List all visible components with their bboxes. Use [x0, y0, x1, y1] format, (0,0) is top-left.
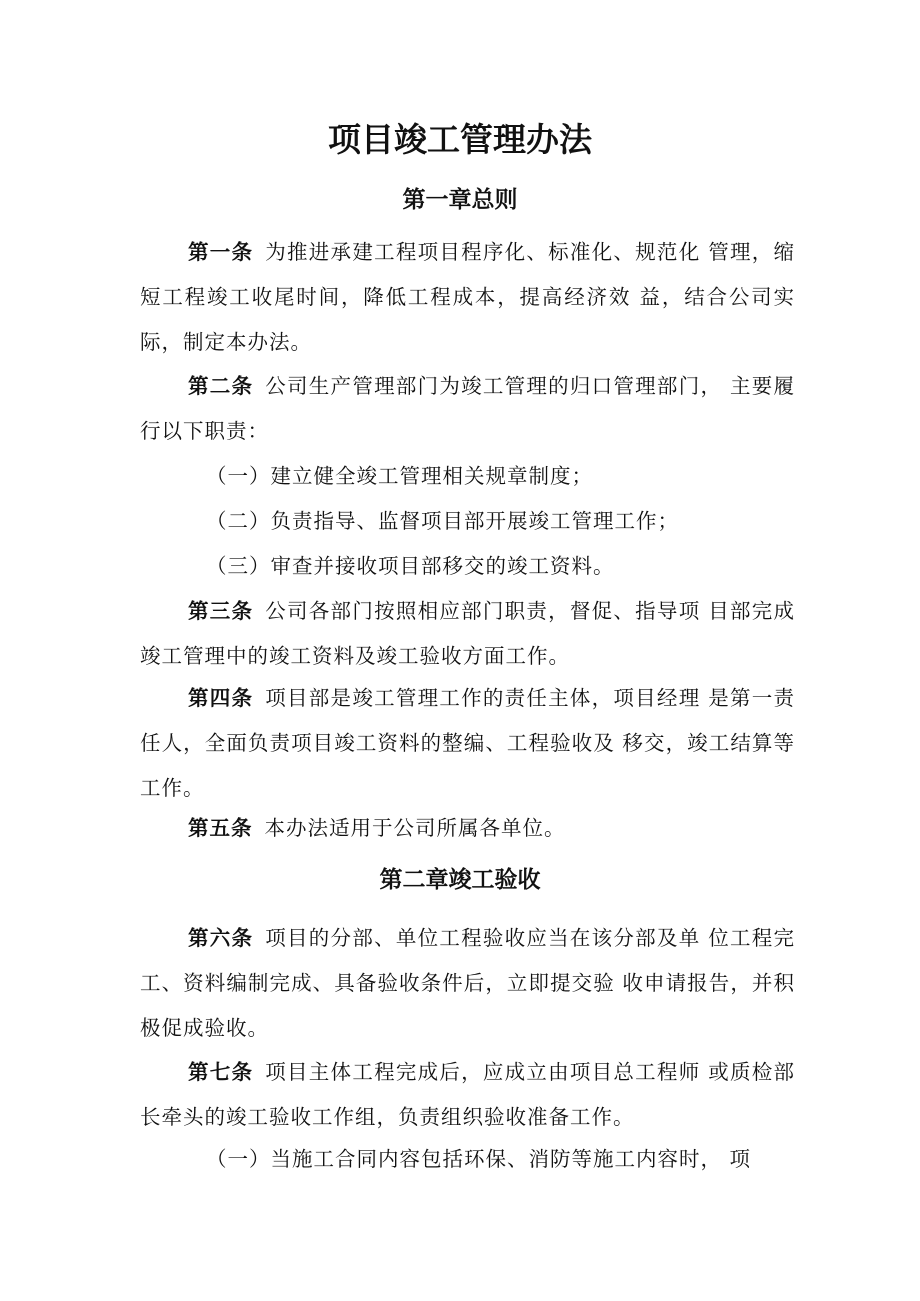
article-3	[140, 589, 795, 679]
article-2-item-1: （一）建立健全竣工管理相关规章制度；	[206, 464, 593, 488]
article-text: 项目主体工程完成后，应成立由项目总工程师 或质检部长牵头的竣工验收工作组，负责组织验收准备工作。	[140, 1060, 796, 1129]
article-label: 第一条	[188, 240, 254, 264]
article-label: 第五条	[188, 816, 253, 840]
chapter-heading-1: 第一章总则	[402, 187, 518, 213]
article-text: 公司各部门按照相应部门职责，督促、指导项 目部完成竣工管理中的竣工资料及竣工验收方面工作。	[140, 599, 796, 668]
article-text: 公司生产管理部门为竣工管理的归口管理部门， 主要履行以下职责：	[140, 374, 796, 443]
article-label: 第二条	[188, 374, 254, 398]
article-2-item-2: （二）负责指导、监督项目部开展竣工管理工作；	[206, 509, 679, 533]
article-label: 第四条	[188, 686, 254, 710]
article-text: 项目的分部、单位工程验收应当在该分部及单 位工程完工、资料编制完成、具备验收条件后，立即提交验 收申请报告，并积极促成验收。	[140, 926, 796, 1040]
article-label: 第六条	[188, 926, 254, 950]
article-1	[140, 230, 795, 365]
article-text: 为推进承建工程项目程序化、标准化、规范化 管理，缩短工程竣工收尾时间，降低工程成本，提高经济效 益，结合公司实际，制定本办法。	[140, 240, 796, 354]
article-text: 本办法适用于公司所属各单位。	[264, 816, 566, 840]
article-5	[140, 806, 795, 851]
article-2	[140, 364, 795, 454]
article-label: 第三条	[188, 599, 254, 623]
article-7-item-1: （一）当施工合同内容包括环保、消防等施工内容时， 项	[206, 1147, 752, 1171]
document-title: 项目竣工管理办法	[328, 120, 592, 159]
article-text: 项目部是竣工管理工作的责任主体，项目经理 是第一责任人，全面负责项目竣工资料的整编、工程验收及 移交，竣工结算等工作。	[140, 686, 796, 800]
article-2-item-3: （三）审查并接收项目部移交的竣工资料。	[206, 554, 615, 578]
article-label: 第七条	[188, 1060, 254, 1084]
article-7	[140, 1050, 795, 1140]
chapter-heading-2: 第二章竣工验收	[379, 867, 541, 893]
article-6	[140, 916, 795, 1051]
article-4	[140, 676, 795, 811]
